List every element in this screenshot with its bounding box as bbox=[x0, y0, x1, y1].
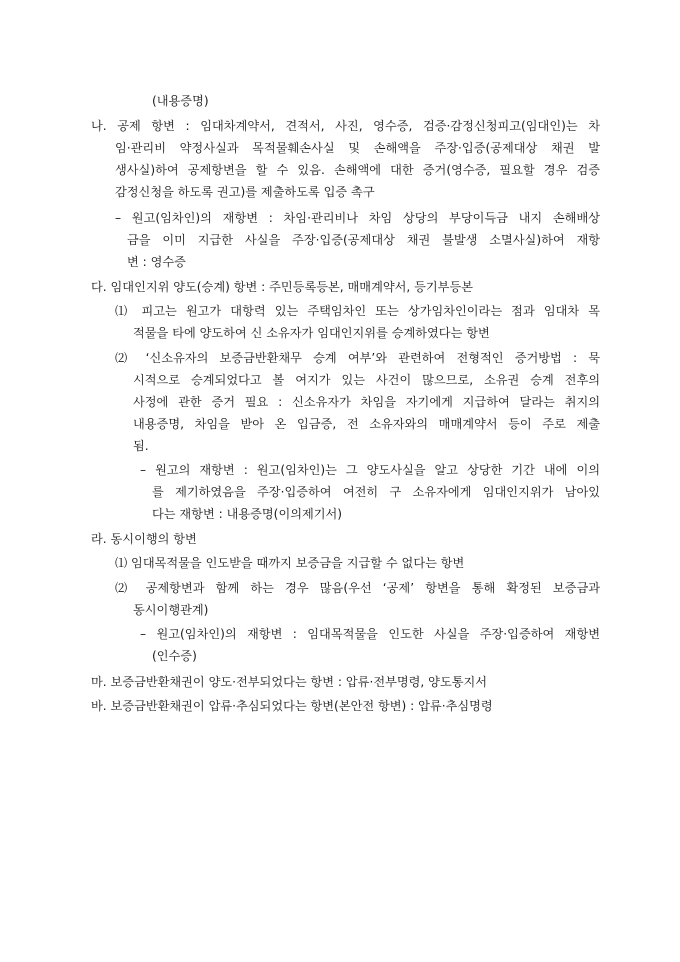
line-7: 금을 이미 지급한 사실을 주장·입증(공제대상 채권 불발생 소멸사실)하여 재항 bbox=[127, 233, 600, 247]
line-10: ⑴ 피고는 원고가 대항력 있는 주택임차인 또는 상가임차인이라는 점과 임대차 목 bbox=[115, 304, 600, 318]
line-3: 임·관리비 약정사실과 목적물훼손사실 및 손해액을 주장·입증(공제대상 채권 발 bbox=[115, 141, 600, 155]
line-13: 시적으로 승계되었다고 볼 여지가 있는 사건이 많으므로, 소유권 승계 전후의 bbox=[133, 373, 600, 387]
line-8: 변 : 영수증 bbox=[127, 255, 186, 269]
line-21: ⑴ 임대목적물을 인도받을 때까지 보증금을 지급할 수 없다는 항변 bbox=[115, 556, 465, 570]
line-4: 생사실)하여 공제항변을 할 수 있음. 손해액에 대한 증거(영수증, 필요할 경우 검증 bbox=[115, 163, 600, 177]
line-20: 라. 동시이행의 항변 bbox=[91, 532, 197, 546]
line-27: 바. 보증금반환채권이 압류·추심되었다는 항변(본안전 항변) : 압류·추심명령 bbox=[91, 699, 493, 713]
line-11: 적물을 타에 양도하여 신 소유자가 임대인지위를 승계하였다는 항변 bbox=[133, 326, 490, 340]
line-24: – 원고(임차인)의 재항변 : 임대목적물을 인도한 사실을 주장·입증하여 재항변 bbox=[140, 627, 600, 641]
line-5: 감정신청을 하도록 권고)를 제출하도록 입증 촉구 bbox=[115, 185, 375, 199]
line-16: 됨. bbox=[133, 439, 149, 453]
line-26: 마. 보증금반환채권이 양도·전부되었다는 항변 : 압류·전부명령, 양도통지서 bbox=[91, 675, 488, 689]
line-14: 사정에 관한 증거 필요 : 신소유자가 차임을 자기에게 지급하여 달라는 취지의 bbox=[133, 395, 600, 409]
line-23: 동시이행관계) bbox=[133, 603, 209, 617]
line-2: 나. 공제 항변 : 임대차계약서, 견적서, 사진, 영수증, 검증·감정신청피고(임대인)는 차 bbox=[91, 119, 600, 133]
line-12: ⑵ ‘신소유자의 보증금반환채무 승계 여부’와 관련하여 전형적인 증거방법 : 묵 bbox=[115, 351, 600, 365]
line-9: 다. 임대인지위 양도(승계) 항변 : 주민등록등본, 매매계약서, 등기부등본 bbox=[91, 280, 474, 294]
line-6: – 원고(임차인)의 재항변 : 차임·관리비나 차임 상당의 부당이득금 내지 손해배상 bbox=[115, 211, 600, 225]
line-22: ⑵ 공제항변과 함께 하는 경우 많음(우선 ‘공제’ 항변을 통해 확정된 보증금과 bbox=[115, 581, 600, 595]
line-18: 를 제기하였음을 주장·입증하여 여전히 구 소유자에게 임대인지위가 남아있 bbox=[152, 485, 600, 499]
line-15: 내용증명, 차임을 받아 온 입금증, 전 소유자와의 매매계약서 등이 주로 제출 bbox=[133, 417, 600, 431]
line-25: (인수증) bbox=[152, 649, 197, 663]
line-1: (내용증명) bbox=[152, 94, 209, 108]
line-17: – 원고의 재항변 : 원고(임차인)는 그 양도사실을 알고 상당한 기간 내에 이의 bbox=[140, 463, 600, 477]
line-19: 다는 재항변 : 내용증명(이의제기서) bbox=[152, 507, 343, 521]
